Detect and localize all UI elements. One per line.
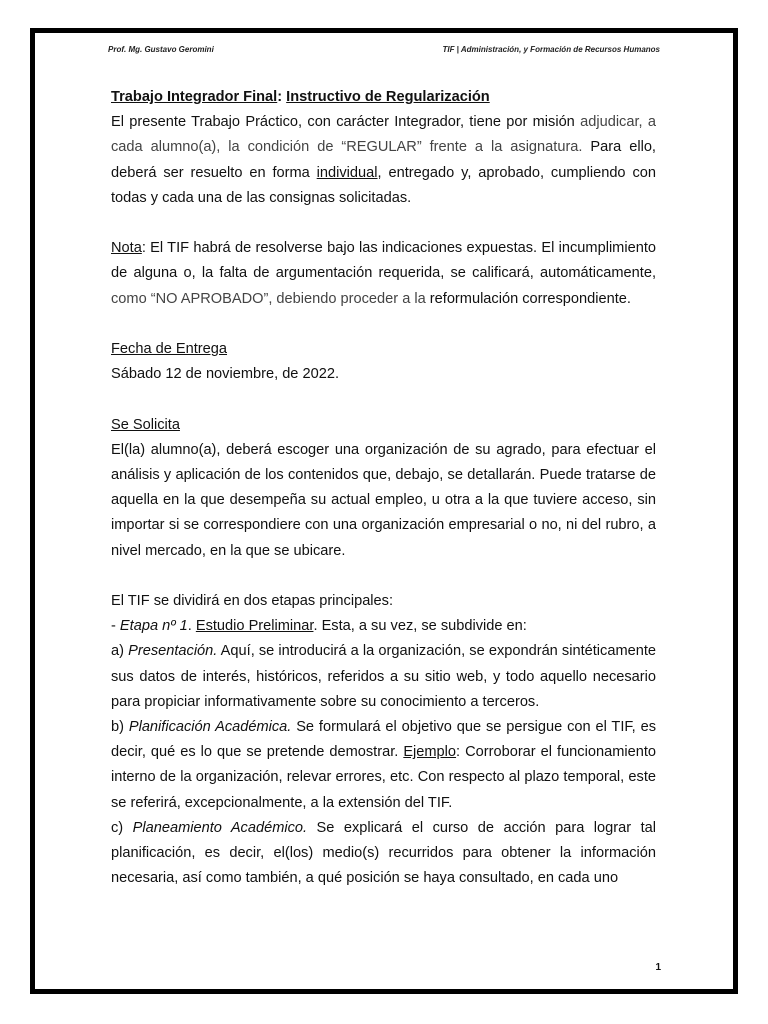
item-b-ejemplo: Ejemplo — [403, 744, 457, 761]
nota-text-1: : El TIF habrá de resolverse bajo las indicaciones expuestas. El incumplimiento de alguna o, la falta de argumentación requerida, se calificará, automáticamente, — [111, 240, 656, 282]
etapa-1-dot: . — [187, 618, 196, 635]
nota-text-3: reformulación correspondiente. — [425, 290, 631, 307]
item-c-label: Planeamiento Académico. — [132, 819, 308, 836]
intro-text-2: adjudicar, a cada alumno(a), la condición de “REGULAR” frente a la asignatura. — [111, 114, 656, 156]
intro-individual: individual — [316, 164, 378, 181]
document-page — [30, 28, 738, 994]
fecha-value: Sábado 12 de noviembre, de 2022. — [111, 366, 339, 383]
title-main: Trabajo Integrador Final — [111, 89, 278, 105]
item-a-text: Aquí, se introducirá a la organización, se expondrán sintéticamente sus datos de interés, históricos, referidos a su sitio web, y todo aquello necesario para propiciar informativamente sobre su conocimiento a terceros. — [111, 643, 657, 710]
fecha-heading: Fecha de Entrega — [111, 341, 228, 357]
intro-text-3: Para ello, deberá ser resuelto en forma — [111, 139, 656, 181]
nota-text-2: como “NO APROBADO”, debiendo proceder a la — [111, 290, 426, 307]
etapas-intro: El TIF se dividirá en dos etapas principales: — [111, 593, 394, 609]
item-c-prefix: c) — [111, 819, 133, 836]
nota-label: Nota — [111, 240, 142, 257]
item-b-text-1: Se formulará el objetivo que se persigue con el TIF, es decir, qué es lo que se pretende demostrar. — [111, 719, 656, 761]
item-b — [111, 715, 656, 816]
page-number: 1 — [655, 962, 661, 973]
title-separator: : — [277, 89, 283, 105]
title-subtitle: Instructivo de Regularización — [286, 89, 490, 105]
solicita-paragraph: El(la) alumno(a), deberá escoger una organización de su agrado, para efectuar el análisis y aplicación de los contenidos que, debajo, se detallarán. Puede tratarse de aquella en la que desempeña su actual empleo, u otra a la que tuviere acceso, sin importar si se correspondiere con una organización empresarial o no, ni del rubro, a nivel mercado, en la que se ubicare. — [111, 441, 656, 559]
item-c — [111, 816, 656, 892]
header-author: Prof. Mg. Gustavo Geromini — [108, 45, 214, 54]
intro-text-4: , entregado y, aprobado, cumpliendo con todas y cada una de las consignas solicitadas. — [111, 164, 656, 206]
etapa-1-dash: - — [111, 618, 120, 635]
item-a — [111, 639, 656, 715]
item-a-prefix: a) — [111, 643, 129, 660]
document-title — [111, 85, 656, 110]
item-a-label: Presentación. — [128, 643, 218, 660]
item-b-text-2: : Corroborar el funcionamiento interno de la organización, relevar errores, etc. Con respecto al plazo temporal, este se referirá, excepcionalmente, a la extensión del TIF. — [111, 744, 656, 811]
item-b-label: Planificación Académica. — [128, 719, 292, 736]
nota-paragraph — [111, 236, 656, 312]
item-b-prefix: b) — [111, 719, 129, 736]
header-course: TIF | Administración, y Formación de Recursos Humanos — [442, 45, 660, 54]
etapa-1-line — [111, 614, 656, 639]
etapa-1-label: Etapa nº 1 — [119, 618, 188, 635]
etapa-1-name: Estudio Preliminar — [195, 618, 314, 635]
solicita-heading: Se Solicita — [111, 416, 180, 433]
document-body — [111, 85, 656, 891]
intro-text-1: El presente Trabajo Práctico, con carácter Integrador, tiene por misión — [111, 114, 581, 131]
item-c-text: Se explicará el curso de acción para lograr tal planificación, es decir, el(los) medio(s) recurridos para obtener la información necesaria, así como también, a qué posición se haya consultado, en cada uno — [111, 819, 656, 887]
intro-paragraph — [111, 110, 656, 211]
etapa-1-rest: . Esta, a su vez, se subdivide en: — [313, 618, 527, 635]
page-header — [108, 45, 660, 54]
